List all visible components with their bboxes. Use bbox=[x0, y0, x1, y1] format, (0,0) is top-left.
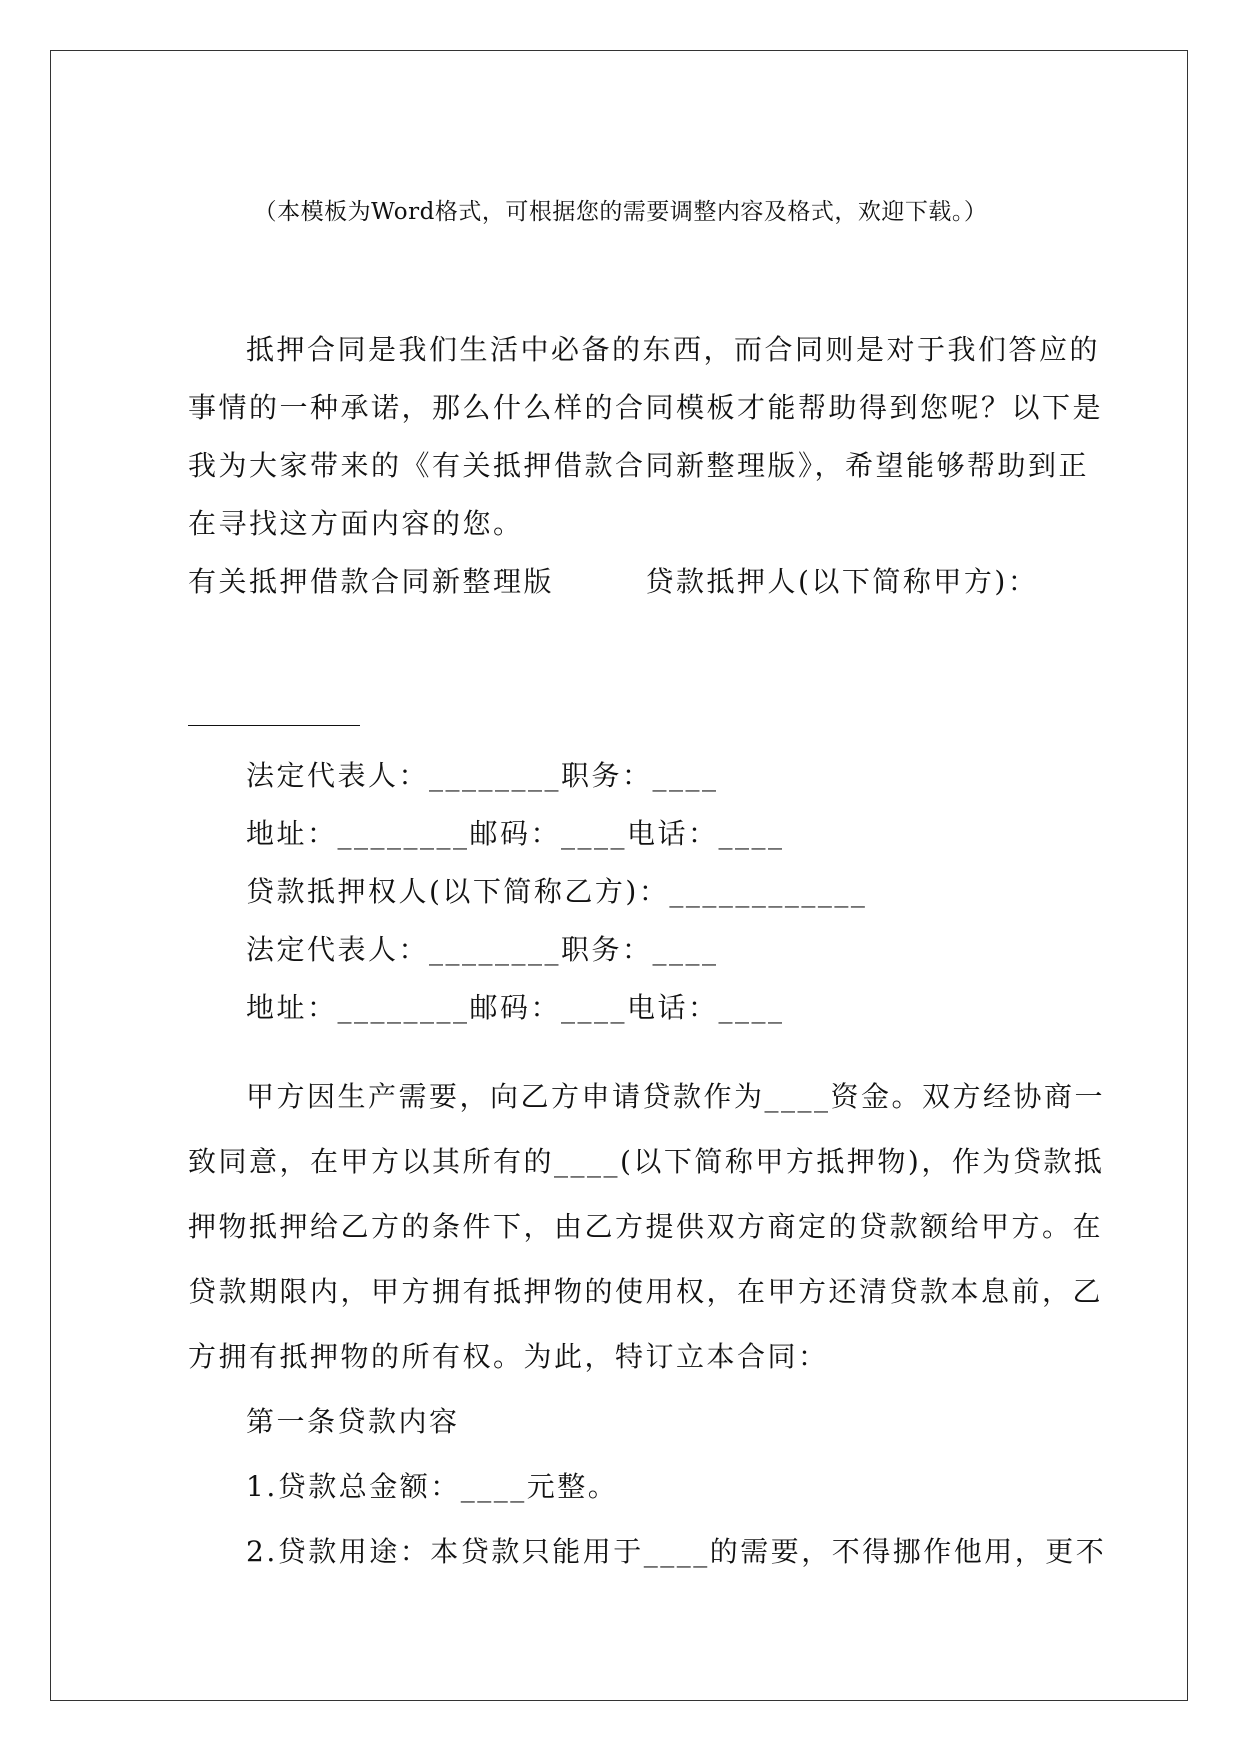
preamble-line-3: 押物抵押给乙方的条件下，由乙方提供双方商定的贷款额给甲方。在 bbox=[188, 1210, 1104, 1243]
preamble-line-2: 致同意，在甲方以其所有的____(以下简称甲方抵押物)，作为贷款抵 bbox=[188, 1145, 1105, 1178]
preamble-line-4: 贷款期限内，甲方拥有抵押物的使用权，在甲方还清贷款本息前，乙 bbox=[188, 1275, 1104, 1308]
article-1-heading: 第一条贷款内容 bbox=[246, 1405, 460, 1438]
template-note: （本模板为Word格式，可根据您的需要调整内容及格式，欢迎下载。） bbox=[253, 199, 988, 225]
party-a-representative: 法定代表人：________职务：____ bbox=[246, 759, 719, 792]
party-a-name-blank bbox=[188, 725, 360, 726]
party-b-heading: 贷款抵押权人(以下简称乙方)：____________ bbox=[246, 875, 868, 908]
intro-line-4: 在寻找这方面内容的您。 bbox=[188, 507, 524, 540]
intro-line-1: 抵押合同是我们生活中必备的东西，而合同则是对于我们答应的 bbox=[246, 333, 1101, 366]
article-1-item-1: 1.贷款总金额：____元整。 bbox=[246, 1470, 619, 1503]
preamble-line-5: 方拥有抵押物的所有权。为此，特订立本合同： bbox=[188, 1340, 829, 1373]
article-1-item-2: 2.贷款用途：本贷款只能用于____的需要，不得挪作他用，更不 bbox=[246, 1535, 1107, 1568]
preamble-line-1: 甲方因生产需要，向乙方申请贷款作为____资金。双方经协商一 bbox=[246, 1080, 1106, 1113]
party-a-address: 地址：________邮码：____电话：____ bbox=[246, 817, 785, 850]
party-b-address: 地址：________邮码：____电话：____ bbox=[246, 991, 785, 1024]
intro-line-2: 事情的一种承诺，那么什么样的合同模板才能帮助得到您呢？以下是 bbox=[188, 391, 1104, 424]
contract-title-line: 有关抵押借款合同新整理版 贷款抵押人(以下简称甲方)： bbox=[188, 565, 1039, 598]
party-b-representative: 法定代表人：________职务：____ bbox=[246, 933, 719, 966]
intro-line-3: 我为大家带来的《有关抵押借款合同新整理版》，希望能够帮助到正 bbox=[188, 449, 1090, 482]
